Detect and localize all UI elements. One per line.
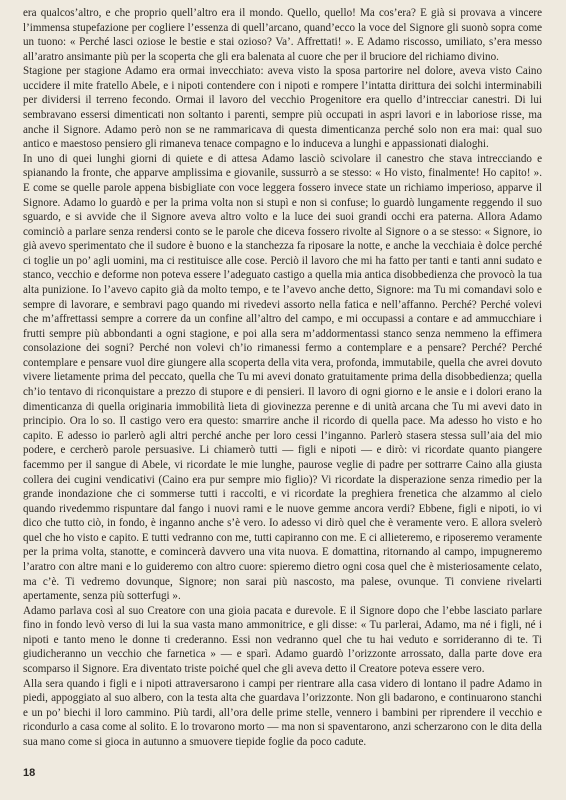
page-number: 18	[23, 767, 36, 779]
paragraph: Stagione per stagione Adamo era ormai invecchiato: aveva visto la sposa partorire nel dolore, aveva visto Caino uccidere il mite fratello Abele, e i nipoti contendere con i nipoti e rompere l’intatta dirittura dei solchi interminabili per dividersi il terreno fecondo. Ormai il lavoro del vecchio Progenitore era quello d’intrecciar canestri. Di lui sembravano essersi dimenticati non soltanto i parenti, sempre più occupati in aspri lavori e in laboriose risse, ma anche il Signore. Adamo però non se ne rammaricava di questa dimenticanza perché solo non era mai: qual suo antico e maestoso pensiero gli rimaneva tenace compagno e lo induceva a lunghi e appassionati dialoghi.	[23, 65, 542, 151]
paragraph: era qualcos’altro, e che proprio quell’altro era il mondo. Quello, quello! Ma cos’era? E già si provava a vincere l’immensa stupefazione per cogliere l’essenza di quell’arcano, quand’ecco la voce del Signore gli suonò sopra come un tuono: « Perché lasci oziose le bestie e stai ozioso? Va’. Affrettati! ». E Adamo riscosso, umiliato, s’era messo all’aratro ansimante più per la scoperta che gli era balenata al cuore che per il bruciore del richiamo divino.	[23, 7, 542, 63]
paragraph: Alla sera quando i figli e i nipoti attraversarono i campi per rientrare alla casa videro di lontano il padre Adamo in piedi, appoggiato al suo albero, con la testa alta che guardava l’orizzonte. Non gli badarono, e continuarono stanchi e un po’ biechi il loro cammino. Più tardi, all’ora delle prime stelle, vennero i bambini per riprendere il vecchio e ricondurlo a casa come al solito. E lo trovarono morto — ma non si spaventarono, anzi scherzarono con le dita della sua mano come si gioca in autunno a smuovere tiepide foglie da poco cadute.	[23, 677, 542, 748]
paragraph: Adamo parlava così al suo Creatore con una gioia pacata e durevole. E il Signore dopo che l’ebbe lasciato parlare fino in fondo levò verso di lui la sua vasta mano ammonitrice, e gli disse: « Tu parlerai, Adamo, ma né i figli, né i nipoti e tanto meno le donne ti crederanno. Essi non vedranno quel che tu hai veduto e sorrideranno di te. Ti giudicheranno un vecchio che farnetica » — e sparì. Adamo guardò l’orizzonte arrossato, dalla parte dove era scomparso il Signore. Era diventato triste poiché quel che gli aveva detto il Creatore poteva essere vero.	[23, 604, 542, 676]
body-text	[23, 6, 542, 749]
paragraph: In uno di quei lunghi giorni di quiete e di attesa Adamo lasciò scivolare il canestro che stava intrecciando e spianando la fronte, che apparve amplissima e giovanile, sussurrò a se stesso: « Ho visto, finalmente! Ho capito! ». E come se quelle parole appena bisbigliate con voce leggera fossero invece state un richiamo imperioso, apparve il Signore. Adamo lo guardò e per la prima volta non si stupì e non si confuse; lo guardò lungamente reggendo il suo sguardo, e si avvide che il Signore aveva altro volto e la luce dei suoi grandi occhi era paterna. Allora Adamo cominciò a parlare senza rendersi conto se le parole che diceva fossero rivolte al Signore o a se stesso: « Signore, io già avevo sperimentato che il sudore è buono e la stanchezza fa riposare la notte, e anche la vecchiaia è dolce perché ci toglie un po’ agli uomini, ma ci restituisce alle cose. Perciò il lavoro che mi ha fatto per tanti e tanti anni sudato e stanco, vecchio e deforme non poteva essere l’adeguato castigo a quella mia antica disobbedienza che provocò la tua alta punizione. Io l’avevo capito già da molto tempo, e te l’avevo anche detto, Signore: ma Tu mi comandavi solo e sempre di lavorare, e sembravi pago quando mi rivedevi assorto nella fatica e nell’affanno. Perché? Perché volevi che m’affrettassi sempre a correre da un confine all’altro del campo, e mi occupassi a contare e ad ammucchiare i frutti sempre più abbondanti a ogni stagione, e poi alla sera m’addormentassi stanco senza nemmeno la effimera consolazione dei sogni? Perché non volevi ch’io rimanessi fermo a contemplare e a pensare? Perché? Perché contemplare e pensare vuol dire giungere alla scoperta della vita vera, profonda, immutabile, quella che avrei dovuto vivere lietamente prima del peccato, quella che Tu mi avevi donato gratuitamente prima della disobbedienza; quella ch’io tentavo di riconquistare a prezzo di stupore e di pensieri. Il lavoro di ogni giorno e le ansie e i dolori erano la dimenticanza di quella originaria immobilità lieta di giovinezza perenne e di unità arcana che Tu mi avevi dato in principio. Ora lo so. Il castigo vero era questo: smarrire anche il ricordo di quella pace. Ma adesso ho visto e ho capito. E adesso io parlerò agli altri perché anche per loro cessi l’inganno. Parlerò stasera stessa sull’aia del mio podere, e cercherò parole persuasive. Li chiamerò tutti — figli e nipoti — e dirò: vi ricordate quanto piangere facemmo per il sangue di Abele, vi ricordate le mie lunghe, paurose veglie di padre per sottrarre Caino alla giusta collera dei cugini vendicativi (Caino era pur sempre mio figlio)? Vi ricordate la disperazione senza rimedio per la grande inondazione che ci sommerse tutti i raccolti, e vi ricordate la preghiera frenetica che alzammo al cielo quando rivedemmo rispuntare dal fango i nuovi rami e le nuove gemme ancora verdi? Ebbene, figli e nipoti, io vi dico che tutto ciò, in fondo, è inganno anche s’è vero. Io adesso vi dirò quel che è veramente vero. E allora svelerò quel che ho visto e capito. E tutti vedranno con me, tutti capiranno con me. E ci allieteremo, e riposeremo veramente per la prima volta, stanotte, e comincerà davvero una vita nuova. E domattina, ritornando al campo, impugneremo l’aratro con altre mani e lo guideremo con altro cuore: spieremo dietro ogni cosa quel che è misteriosamente celato, ma c’è. Ti vedremo dovunque, Signore; non sarai più nascosto, ma palese, ovunque. Ti conviene rivelarti apertamente, senza più sotterfugi ».	[23, 152, 542, 603]
